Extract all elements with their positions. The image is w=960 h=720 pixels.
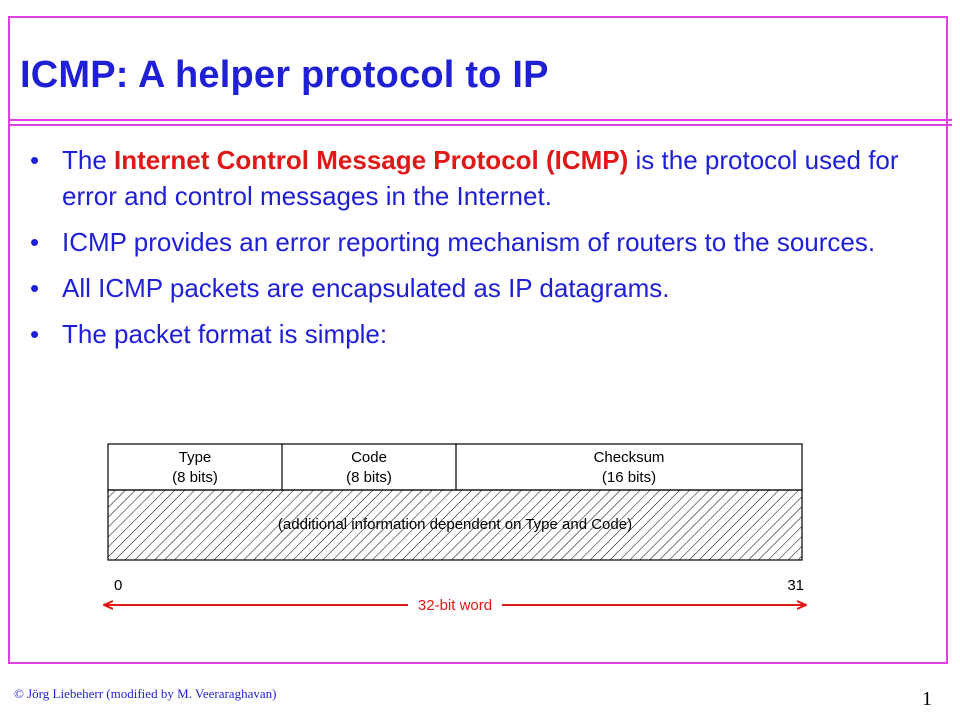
word-size-label: 32-bit word — [417, 597, 493, 614]
bullet-text: All ICMP packets are encapsulated as IP datagrams. — [62, 273, 670, 303]
bullet-item — [30, 270, 940, 306]
bullet-marker: • — [30, 273, 40, 303]
bullet-marker: • — [30, 145, 40, 175]
page-number: 1 — [922, 688, 932, 710]
checksum-field-size: (16 bits) — [601, 469, 657, 486]
bit-end-label: 31 — [787, 577, 804, 594]
code-field-size: (8 bits) — [346, 469, 392, 486]
copyright-footer: © Jörg Liebeherr (modified by M. Veeraraghavan) — [14, 686, 277, 701]
bullet-text-post: is the protocol used for error and control messages in the Internet. — [62, 145, 899, 211]
slide-title: ICMP: A helper protocol to IP — [20, 54, 549, 96]
bullet-text-pre: The — [62, 145, 115, 175]
bullet-marker: • — [30, 227, 40, 257]
bullet-item — [30, 316, 940, 352]
bullet-item — [30, 224, 940, 260]
payload-label: (additional information dependent on Type and Code) — [277, 516, 633, 533]
bullet-highlight: Internet Control Message Protocol (ICMP) — [114, 145, 629, 175]
type-field-size: (8 bits) — [172, 469, 218, 486]
icmp-packet-diagram — [100, 436, 812, 626]
title-area — [8, 16, 948, 120]
bullet-list — [30, 142, 940, 362]
title-divider-bottom — [8, 124, 952, 126]
bullet-marker: • — [30, 319, 40, 349]
bullet-text: The packet format is simple: — [62, 319, 388, 349]
title-divider-top — [8, 119, 952, 121]
bullet-item — [30, 142, 940, 214]
checksum-field-name: Checksum — [593, 449, 665, 466]
bit-start-label: 0 — [114, 577, 123, 594]
code-field-name: Code — [351, 449, 387, 466]
bullet-text: ICMP provides an error reporting mechanism of routers to the sources. — [62, 227, 876, 257]
type-field-name: Type — [178, 449, 212, 466]
